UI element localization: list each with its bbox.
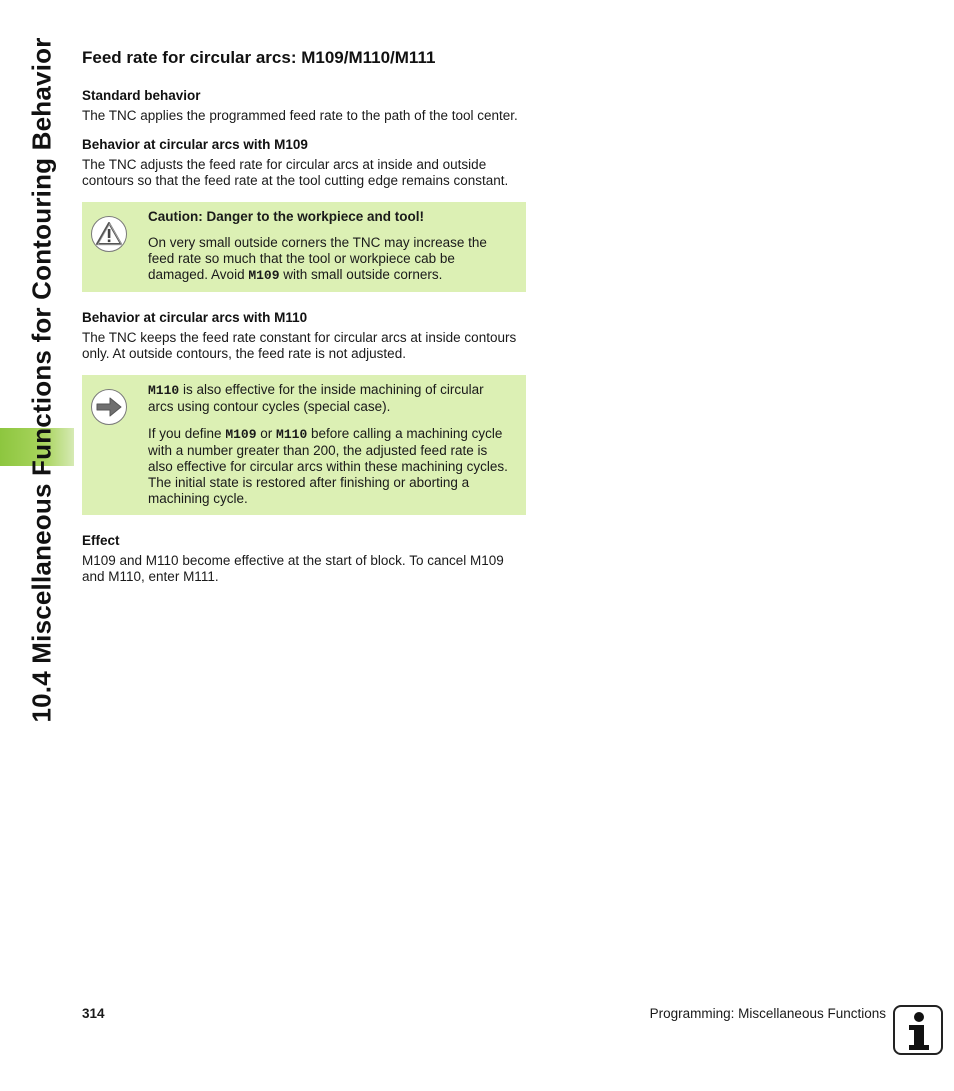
m110-behavior-text: The TNC keeps the feed rate constant for circular arcs at inside contours only. At outside contours, the feed rate is not adjusted. [82,330,517,361]
main-content [82,48,526,598]
code-m110: M110 [276,427,308,442]
caution-box [82,202,526,292]
caution-text: On very small outside corners the TNC may increase the feed rate so much that the tool or workpiece cab be damaged. Avoid M109 with small outside corners. [148,235,487,283]
standard-behavior-text: The TNC applies the programmed feed rate to the path of the tool center. [82,108,518,123]
code-m109: M109 [248,268,280,283]
effect-text: M109 and M110 become effective at the start of block. To cancel M109 and M110, enter M111. [82,553,504,584]
standard-behavior-title: Standard behavior [82,88,201,103]
page-number: 314 [82,1006,105,1021]
note-box [82,375,526,515]
info-icon [893,1005,943,1055]
arrow-right-icon [91,389,127,425]
footer-book-title: Programming: Miscellaneous Functions [649,1006,886,1021]
warning-triangle-icon [91,216,127,252]
caution-title: Caution: Danger to the workpiece and tool! [148,209,425,224]
chapter-title-vertical: 10.4 Miscellaneous Functions for Contouring Behavior [26,37,57,723]
m109-behavior-title: Behavior at circular arcs with M109 [82,137,308,152]
m109-behavior-text: The TNC adjusts the feed rate for circular arcs at inside and outside contours so that the feed rate at the tool cutting edge remains constant. [82,157,509,188]
page-heading: Feed rate for circular arcs: M109/M110/M111 [82,48,436,67]
effect-title: Effect [82,533,120,548]
note-paragraph-2: If you define M109 or M110 before calling a machining cycle with a number greater than 200, the adjusted feed rate is also effective for circular arcs within these machining cycles. The initial state is restored after finishing or aborting a machining cycle. [148,426,508,506]
note-paragraph-1: M110 is also effective for the inside machining of circular arcs using contour cycles (special case). [148,382,484,414]
code-m109: M109 [225,427,257,442]
code-m110: M110 [148,383,180,398]
m110-behavior-title: Behavior at circular arcs with M110 [82,310,308,325]
